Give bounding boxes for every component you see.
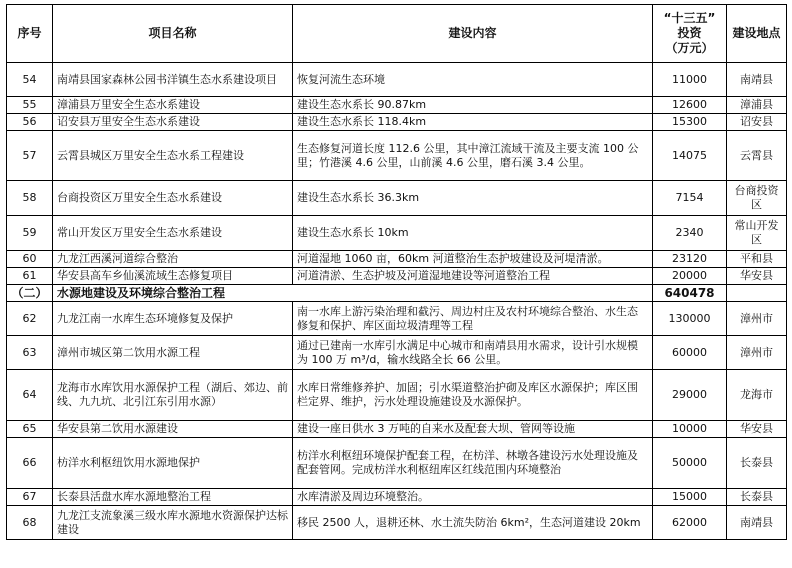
cell-location: 漳州市 [727, 302, 787, 336]
cell-location: 漳浦县 [727, 97, 787, 114]
cell-name: 长泰县活盘水库水源地整治工程 [53, 489, 293, 506]
cell-invest: 130000 [653, 302, 727, 336]
table-row [7, 421, 787, 438]
cell-content: 恢复河流生态环境 [293, 63, 653, 97]
cell-location: 漳州市 [727, 336, 787, 370]
cell-name: 台商投资区万里安全生态水系建设 [53, 181, 293, 216]
table-row [7, 63, 787, 97]
cell-content: 建设一座日供水 3 万吨的自来水及配套大坝、管网等设施 [293, 421, 653, 438]
cell-location: 华安县 [727, 421, 787, 438]
cell-location: 台商投资区 [727, 181, 787, 216]
cell-name: 常山开发区万里安全生态水系建设 [53, 216, 293, 251]
cell-invest: 15000 [653, 489, 727, 506]
cell-location: 长泰县 [727, 489, 787, 506]
cell-content: 建设生态水系长 90.87km [293, 97, 653, 114]
header-invest [653, 5, 727, 63]
cell-content: 建设生态水系长 10km [293, 216, 653, 251]
cell-seq: 59 [7, 216, 53, 251]
cell-name: 漳浦县万里安全生态水系建设 [53, 97, 293, 114]
section-seq: （二） [7, 285, 53, 302]
cell-content: 枋洋水利枢纽环境保护配套工程，在枋洋、林墩各建设污水处理设施及配套管网。完成枋洋水利枢纽库区红线范围内环境整治 [293, 438, 653, 489]
cell-content: 生态修复河道长度 112.6 公里，其中漳江流域干流及主要支流 100 公里；竹港溪 4.6 公里，山前溪 4.6 公里，磨石溪 3.4 公里。 [293, 131, 653, 181]
cell-seq: 56 [7, 114, 53, 131]
cell-name: 南靖县国家森林公园书洋镇生态水系建设项目 [53, 63, 293, 97]
cell-name: 枋洋水利枢纽饮用水源地保护 [53, 438, 293, 489]
cell-name: 九龙江南一水库生态环境修复及保护 [53, 302, 293, 336]
cell-name: 诏安县万里安全生态水系建设 [53, 114, 293, 131]
table-row [7, 336, 787, 370]
header-invest-line3: （万元） [665, 41, 714, 55]
cell-invest: 62000 [653, 506, 727, 540]
cell-name: 华安县第二饮用水源建设 [53, 421, 293, 438]
table-row [7, 489, 787, 506]
cell-invest: 12600 [653, 97, 727, 114]
header-seq: 序号 [7, 5, 53, 63]
section-location [727, 285, 787, 302]
table-row [7, 302, 787, 336]
section-row [7, 285, 787, 302]
cell-invest: 11000 [653, 63, 727, 97]
cell-name: 九龙江西溪河道综合整治 [53, 251, 293, 268]
cell-content: 通过已建南一水库引水满足中心城市和南靖县用水需求，设计引水规模为 100 万 m³/d，输水线路全长 66 公里。 [293, 336, 653, 370]
cell-invest: 7154 [653, 181, 727, 216]
cell-name: 龙海市水库饮用水源保护工程（湖后、郊边、前线、九九坑、北引江东引用水源） [53, 370, 293, 421]
cell-content: 河道湿地 1060 亩，60km 河道整治生态护坡建设及河堤清淤。 [293, 251, 653, 268]
cell-seq: 60 [7, 251, 53, 268]
cell-name: 九龙江支流象溪三级水库水源地水资源保护达标建设 [53, 506, 293, 540]
cell-location: 常山开发区 [727, 216, 787, 251]
cell-content: 建设生态水系长 118.4km [293, 114, 653, 131]
table-row [7, 114, 787, 131]
cell-seq: 65 [7, 421, 53, 438]
table-row [7, 216, 787, 251]
cell-content: 河道清淤、生态护坡及河道湿地建设等河道整治工程 [293, 268, 653, 285]
cell-location: 平和县 [727, 251, 787, 268]
cell-location: 南靖县 [727, 63, 787, 97]
cell-location: 龙海市 [727, 370, 787, 421]
cell-location: 云霄县 [727, 131, 787, 181]
cell-location: 诏安县 [727, 114, 787, 131]
cell-location: 长泰县 [727, 438, 787, 489]
header-invest-line2: 投资 [677, 26, 702, 40]
table-row [7, 97, 787, 114]
table-row [7, 506, 787, 540]
cell-invest: 15300 [653, 114, 727, 131]
cell-content: 建设生态水系长 36.3km [293, 181, 653, 216]
cell-seq: 55 [7, 97, 53, 114]
cell-invest: 2340 [653, 216, 727, 251]
header-invest-line1: “十三五” [663, 11, 716, 25]
cell-invest: 29000 [653, 370, 727, 421]
header-row [7, 5, 787, 63]
cell-name: 云霄县城区万里安全生态水系工程建设 [53, 131, 293, 181]
table-row [7, 181, 787, 216]
header-location: 建设地点 [727, 5, 787, 63]
cell-content: 南一水库上游污染治理和截污、周边村庄及农村环境综合整治、水生态修复和保护、库区面垃圾清理等工程 [293, 302, 653, 336]
cell-seq: 57 [7, 131, 53, 181]
cell-invest: 10000 [653, 421, 727, 438]
cell-content: 移民 2500 人，退耕还林、水土流失防治 6km²，生态河道建设 20km [293, 506, 653, 540]
cell-invest: 23120 [653, 251, 727, 268]
cell-location: 南靖县 [727, 506, 787, 540]
cell-content: 水库清淤及周边环境整治。 [293, 489, 653, 506]
cell-seq: 63 [7, 336, 53, 370]
cell-location: 华安县 [727, 268, 787, 285]
header-content: 建设内容 [293, 5, 653, 63]
cell-invest: 14075 [653, 131, 727, 181]
header-name: 项目名称 [53, 5, 293, 63]
cell-name: 华安县高车乡仙溪流域生态修复项目 [53, 268, 293, 285]
cell-invest: 20000 [653, 268, 727, 285]
cell-seq: 64 [7, 370, 53, 421]
cell-content: 水库日常维修养护、加固；引水渠道整治护砌及库区水源保护；库区围栏定界、维护，污水处理设施建设及水源保护。 [293, 370, 653, 421]
table-row [7, 268, 787, 285]
cell-seq: 67 [7, 489, 53, 506]
table-row [7, 131, 787, 181]
cell-invest: 60000 [653, 336, 727, 370]
cell-seq: 62 [7, 302, 53, 336]
cell-seq: 54 [7, 63, 53, 97]
cell-invest: 50000 [653, 438, 727, 489]
table-row [7, 370, 787, 421]
cell-seq: 68 [7, 506, 53, 540]
section-invest: 640478 [653, 285, 727, 302]
cell-seq: 61 [7, 268, 53, 285]
table-row [7, 251, 787, 268]
cell-seq: 66 [7, 438, 53, 489]
cell-seq: 58 [7, 181, 53, 216]
section-title: 水源地建设及环境综合整治工程 [53, 285, 653, 302]
table-row [7, 438, 787, 489]
cell-name: 漳州市城区第二饮用水源工程 [53, 336, 293, 370]
project-table [6, 4, 787, 540]
